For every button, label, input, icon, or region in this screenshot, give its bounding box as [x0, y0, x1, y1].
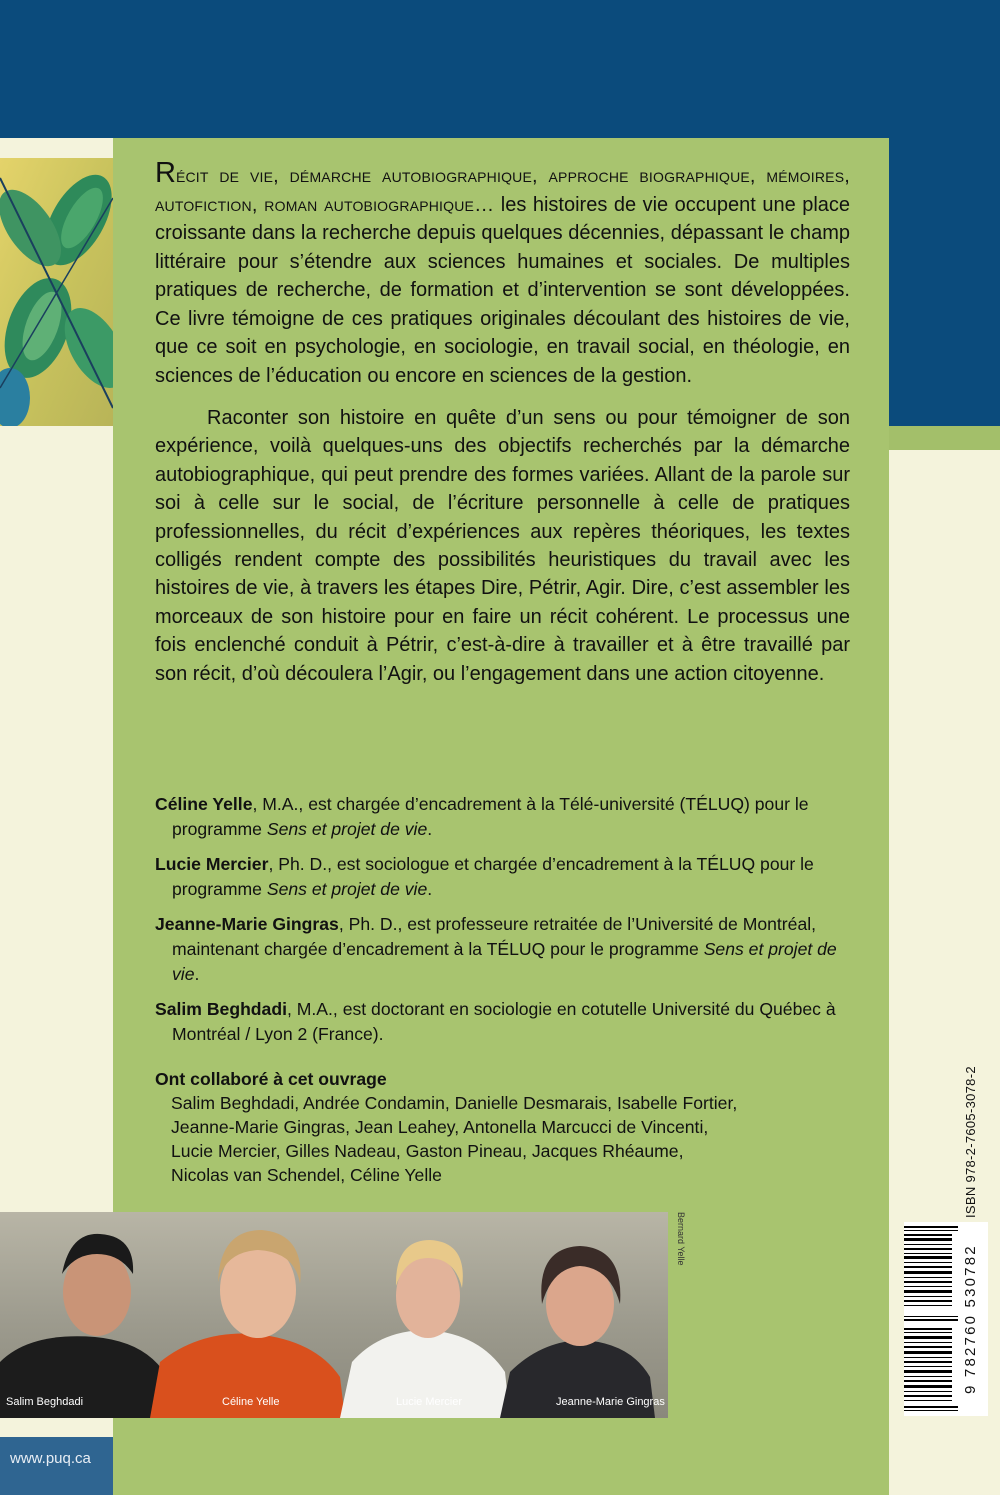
collaborators-line: Nicolas van Schendel, Céline Yelle — [171, 1165, 442, 1185]
second-paragraph: Raconter son histoire en quête d’un sens ou pour témoigner de son expérience, voilà quelques-uns des objectifs recherchés par la démarche autobiographique, qui peut prendre des formes variées. Allant de la parole sur soi à celle sur le social, de l’écriture personnelle à celle de pratiques professionnelles, du récit d’expériences aux repères théoriques, les textes colligés rendent compte des possibilités heuristiques du travail avec les histoires de vie, à travers les étapes Dire, Pétrir, Agir. Dire, c’est assembler les morceaux de son histoire pour en faire un récit cohérent. Le processus une fois enclenché conduit à Pétrir, c’est-à-dire à travailler et à être travaillé par son récit, d’où découlera l’Agir, ou l’engagement dans une action citoyenne. — [155, 407, 850, 685]
collaborators-title: Ont collaboré à cet ouvrage — [155, 1069, 387, 1089]
photo-caption: Lucie Mercier — [396, 1396, 463, 1408]
right-color-band — [889, 138, 1000, 426]
summary-text — [155, 157, 851, 688]
intro-lead-smallcaps: écit de vie, démarche autobiographique, approche biographique, mémoires, autofiction, roman autobiographique… — [155, 165, 850, 216]
author-bio — [155, 997, 855, 1047]
authors-photo — [0, 1212, 668, 1418]
program-name: Sens et projet de vie — [266, 819, 428, 839]
group-portrait-icon — [0, 1212, 668, 1418]
leaf-art-icon — [0, 158, 113, 426]
author-end: . — [194, 964, 200, 984]
author-name: Céline Yelle — [155, 794, 253, 814]
barcode-bars-icon — [904, 1222, 960, 1416]
author-name: Lucie Mercier — [155, 854, 269, 874]
author-bios — [155, 792, 855, 1057]
abstract-leaf-artwork — [0, 158, 113, 426]
intro-body: les histoires de vie occupent une place croissante dans la recherche depuis quelques décennies, dépassant le champ littéraire pour s’étendre aux sciences humaines et sociales. De multiples pratiques de recherche, de formation et d’intervention se sont développées. Ce livre témoigne de ces pratiques originales découlant des histoires de vie, que ce soit en psychologie, en sociologie, en travail social, en théologie, en sciences de l’éducation ou encore en sciences de la gestion. — [155, 193, 851, 387]
author-text: , Ph. D., est sociologue et chargée d’encadrement à la TÉLUQ pour le programme — [172, 854, 814, 899]
author-text: , M.A., est chargée d’encadrement à la Télé-université (TÉLUQ) pour le programme — [172, 794, 809, 839]
collaborators-line: Salim Beghdadi, Andrée Condamin, Danielle Desmarais, Isabelle Fortier, — [171, 1093, 738, 1113]
author-text: , Ph. D., est professeure retraitée de l’Université de Montréal, maintenant chargée d’encadrement à la TÉLUQ pour le programme — [172, 914, 817, 959]
photo-credit: Bernard Yelle — [676, 1212, 686, 1266]
intro-paragraph — [155, 157, 851, 390]
collaborators-section — [155, 1067, 855, 1187]
author-bio — [155, 792, 855, 842]
photo-caption: Salim Beghdadi — [6, 1396, 84, 1408]
collaborators-line: Jeanne-Marie Gingras, Jean Leahey, Antonella Marcucci de Vincenti, — [171, 1117, 709, 1137]
publisher-url[interactable]: www.puq.ca — [10, 1450, 91, 1467]
isbn-text: ISBN 978-2-7605-3078-2 — [963, 1066, 978, 1218]
drop-cap: R — [155, 157, 176, 189]
barcode-digits: 9 782760 530782 — [962, 1244, 979, 1394]
right-green-divider — [889, 426, 1000, 450]
author-bio — [155, 912, 855, 987]
author-end: . — [427, 879, 433, 899]
author-bio — [155, 852, 855, 902]
photo-caption: Céline Yelle — [222, 1396, 280, 1408]
top-color-band — [0, 0, 1000, 138]
photo-caption: Jeanne-Marie Gingras — [556, 1396, 665, 1408]
program-name: Sens et projet de vie — [172, 939, 837, 984]
collaborators-line: Lucie Mercier, Gilles Nadeau, Gaston Pineau, Jacques Rhéaume, — [171, 1141, 684, 1161]
author-name: Jeanne-Marie Gingras — [155, 914, 339, 934]
program-name: Sens et projet de vie — [266, 879, 428, 899]
author-name: Salim Beghdadi — [155, 999, 287, 1019]
collaborators-list — [155, 1091, 855, 1187]
author-text: , M.A., est doctorant en sociologie en cotutelle Université du Québec à Montréal / Lyon 2 (France). — [172, 999, 836, 1044]
author-end: . — [427, 819, 433, 839]
